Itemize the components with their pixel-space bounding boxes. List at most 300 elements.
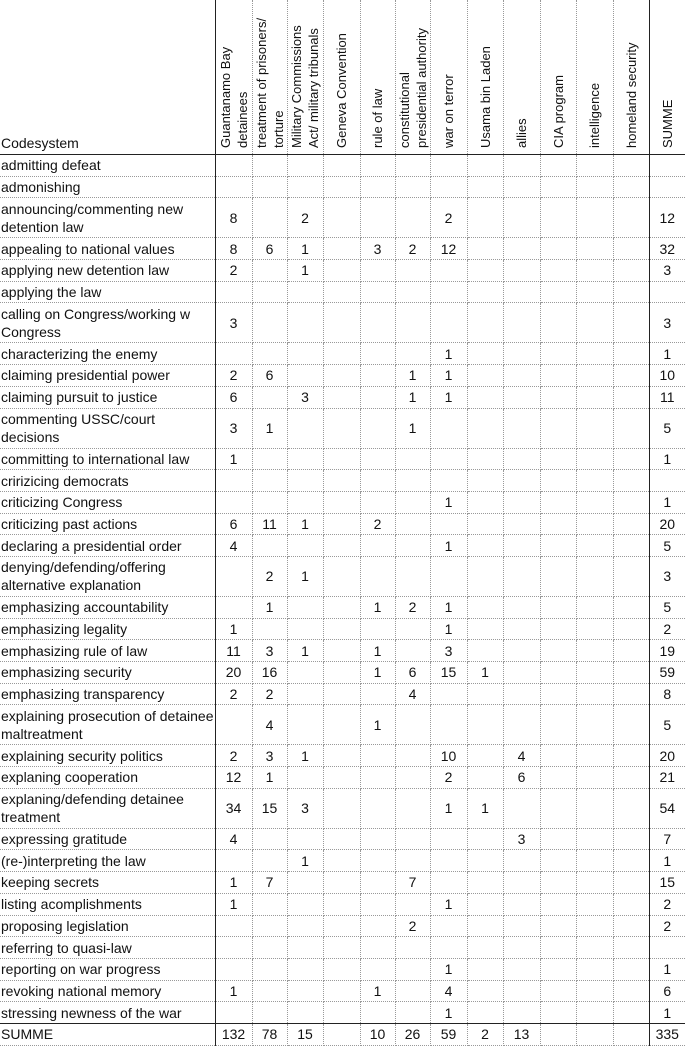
count-cell: 1 [360,596,395,618]
count-cell: 1 [467,662,503,684]
table-row [0,640,685,662]
column-header [323,0,360,155]
table-row [0,281,685,303]
count-cell: 4 [503,745,540,767]
count-cell [613,1023,649,1045]
count-cell [540,303,576,343]
count-cell [576,745,613,767]
count-cell [467,767,503,789]
count-cell [613,281,649,303]
count-cell [323,238,360,260]
count-cell [360,828,395,850]
count-cell [540,745,576,767]
count-cell [503,238,540,260]
count-cell [252,386,287,408]
table-row [0,767,685,789]
count-cell: 1 [287,513,323,535]
count-cell [467,303,503,343]
row-label: emphasizing security [0,662,215,684]
count-cell [430,260,467,282]
count-cell [540,198,576,238]
count-cell: 4 [252,705,287,745]
count-cell [613,872,649,894]
count-cell [467,683,503,705]
count-cell [395,618,430,640]
count-cell [252,470,287,492]
count-cell [576,683,613,705]
count-cell [323,705,360,745]
count-cell [576,767,613,789]
count-cell: 3 [252,745,287,767]
column-header-label: Geneva Convention [334,33,349,148]
count-cell [540,872,576,894]
row-sum-cell: 20 [649,745,685,767]
count-cell [613,893,649,915]
count-cell [467,745,503,767]
count-cell [323,745,360,767]
count-cell: 2 [215,683,252,705]
count-cell [467,260,503,282]
count-cell: 3 [215,408,252,448]
count-cell [395,828,430,850]
row-label: admonishing [0,176,215,198]
table-row [0,303,685,343]
row-sum-cell: 5 [649,408,685,448]
count-cell [467,238,503,260]
row-sum-cell: 1 [649,1002,685,1024]
row-sum-cell: 2 [649,893,685,915]
count-cell: 1 [430,491,467,513]
count-cell [503,850,540,872]
row-sum-cell: 2 [649,915,685,937]
count-cell [287,683,323,705]
column-header-label: intelligence [587,82,602,148]
table-row [0,470,685,492]
row-sum-cell: 11 [649,386,685,408]
count-cell: 1 [430,386,467,408]
column-header [503,0,540,155]
count-cell [287,767,323,789]
count-cell: 2 [287,198,323,238]
column-header-label: treatment of prisoners/ torture [253,17,286,148]
column-header [287,0,323,155]
count-cell [360,788,395,828]
count-cell [252,281,287,303]
count-cell [430,281,467,303]
column-header [215,0,252,155]
count-cell [540,958,576,980]
count-cell [360,176,395,198]
count-cell [540,176,576,198]
table-row [0,408,685,448]
count-cell [360,535,395,557]
count-cell [360,365,395,387]
codesystem-header: Codesystem [0,0,215,155]
count-cell [540,788,576,828]
count-cell [467,850,503,872]
count-cell: 2 [395,596,430,618]
count-cell [360,281,395,303]
count-cell [430,448,467,470]
row-sum-cell: 1 [649,448,685,470]
count-cell: 1 [430,596,467,618]
count-cell [252,937,287,959]
count-cell [360,618,395,640]
count-cell [360,260,395,282]
table-row [0,535,685,557]
count-cell: 1 [360,662,395,684]
column-header-label: rule of law [370,88,385,148]
count-cell [467,640,503,662]
count-cell: 3 [503,828,540,850]
count-cell [252,176,287,198]
count-cell [395,980,430,1002]
row-sum-cell: 1 [649,343,685,365]
count-cell [395,705,430,745]
count-cell [576,788,613,828]
column-header-label: constitutional presidential authority [396,28,429,148]
table-row [0,238,685,260]
count-cell [395,513,430,535]
count-cell [360,491,395,513]
count-cell [323,850,360,872]
count-cell [613,535,649,557]
column-header [467,0,503,155]
count-cell [540,556,576,596]
count-cell [576,155,613,177]
row-sum-cell: 5 [649,596,685,618]
count-cell [287,365,323,387]
row-label: keeping secrets [0,872,215,894]
count-cell: 3 [252,640,287,662]
count-cell [467,448,503,470]
count-cell: 1 [395,408,430,448]
count-cell [215,850,252,872]
count-cell [215,470,252,492]
count-cell [503,513,540,535]
count-cell [613,491,649,513]
count-cell: 15 [287,1023,323,1045]
count-cell: 11 [252,513,287,535]
count-cell [252,303,287,343]
count-cell [287,343,323,365]
count-cell: 1 [287,745,323,767]
count-cell [503,491,540,513]
count-cell [360,745,395,767]
column-header-label: Military Commissions Act/ military tribunals [289,25,321,148]
count-cell [503,937,540,959]
table-row [0,828,685,850]
count-cell [467,980,503,1002]
count-cell [395,470,430,492]
row-sum-cell: 5 [649,705,685,745]
count-cell [287,1002,323,1024]
count-cell [503,683,540,705]
column-header-label: war on terror [441,74,456,148]
count-cell: 2 [395,915,430,937]
count-cell: 8 [215,238,252,260]
count-cell [540,155,576,177]
count-cell [287,281,323,303]
table-row [0,980,685,1002]
count-cell [503,1002,540,1024]
count-cell [287,408,323,448]
count-cell [613,365,649,387]
row-label: revoking national memory [0,980,215,1002]
row-sum-cell [649,470,685,492]
count-cell [323,1002,360,1024]
count-cell [395,198,430,238]
count-cell: 20 [215,662,252,684]
count-cell: 1 [215,980,252,1002]
count-cell: 2 [430,198,467,238]
count-cell [360,958,395,980]
count-cell [540,535,576,557]
count-cell [287,491,323,513]
count-cell [323,915,360,937]
count-cell [467,176,503,198]
table-row [0,618,685,640]
count-cell [287,937,323,959]
row-sum-cell: 32 [649,238,685,260]
row-label: commenting USSC/court decisions [0,408,215,448]
count-cell [215,937,252,959]
count-cell [613,260,649,282]
row-label: denying/defending/offering alternative explanation [0,556,215,596]
count-cell [540,850,576,872]
count-cell [540,937,576,959]
count-cell [576,238,613,260]
count-cell: 1 [215,618,252,640]
count-cell: 2 [215,260,252,282]
count-cell [576,872,613,894]
count-cell [360,850,395,872]
count-cell [252,155,287,177]
row-label: cririzicing democrats [0,470,215,492]
count-cell [287,980,323,1002]
count-cell [395,343,430,365]
count-cell [576,705,613,745]
count-cell [395,1002,430,1024]
count-cell [395,448,430,470]
count-cell [323,767,360,789]
table-row [0,198,685,238]
count-cell: 10 [430,745,467,767]
count-cell [613,788,649,828]
count-cell [395,893,430,915]
count-cell [540,893,576,915]
table-row [0,958,685,980]
count-cell [252,850,287,872]
count-cell [576,303,613,343]
row-label: applying the law [0,281,215,303]
count-cell [576,513,613,535]
count-cell [613,470,649,492]
row-label: committing to international law [0,448,215,470]
count-cell: 1 [360,980,395,1002]
row-sum-cell [649,155,685,177]
column-header [540,0,576,155]
row-label: explaning cooperation [0,767,215,789]
count-cell [540,260,576,282]
count-cell [323,343,360,365]
table-row [0,872,685,894]
count-cell [215,1002,252,1024]
count-cell: 2 [430,767,467,789]
count-cell: 8 [215,198,252,238]
count-cell: 1 [215,448,252,470]
count-cell [503,448,540,470]
count-cell [613,850,649,872]
count-cell: 1 [252,767,287,789]
count-cell [613,596,649,618]
count-cell [323,176,360,198]
count-cell: 1 [430,343,467,365]
count-cell [503,662,540,684]
column-header [613,0,649,155]
count-cell [576,893,613,915]
count-cell [576,958,613,980]
count-cell [395,491,430,513]
count-cell [576,596,613,618]
count-cell [430,828,467,850]
count-cell [503,408,540,448]
count-cell [215,176,252,198]
table-row [0,365,685,387]
count-cell [576,176,613,198]
row-sum-cell: 2 [649,618,685,640]
count-cell [613,1002,649,1024]
count-cell [540,980,576,1002]
count-cell [540,238,576,260]
count-cell [576,618,613,640]
count-cell [503,618,540,640]
count-cell [430,850,467,872]
table-row [0,745,685,767]
row-label: claiming pursuit to justice [0,386,215,408]
count-cell [323,1023,360,1045]
count-cell [613,556,649,596]
count-cell [576,828,613,850]
count-cell [323,260,360,282]
count-cell: 12 [430,238,467,260]
count-cell [252,980,287,1002]
row-label: reporting on war progress [0,958,215,980]
row-label: emphasizing rule of law [0,640,215,662]
count-cell [613,937,649,959]
count-cell [467,386,503,408]
count-cell [395,281,430,303]
count-cell [323,640,360,662]
count-cell [395,745,430,767]
row-sum-cell [649,176,685,198]
count-cell: 1 [287,640,323,662]
count-cell [503,596,540,618]
table-row [0,893,685,915]
count-cell [323,662,360,684]
count-cell: 1 [215,893,252,915]
count-cell [323,980,360,1002]
count-cell [287,705,323,745]
count-cell [430,705,467,745]
count-cell: 6 [215,513,252,535]
count-cell [540,828,576,850]
row-sum-cell [649,937,685,959]
count-cell: 1 [430,618,467,640]
count-cell [252,491,287,513]
total-row [0,1023,685,1045]
count-cell [467,470,503,492]
count-cell [360,386,395,408]
count-cell [576,535,613,557]
count-cell [287,618,323,640]
count-cell: 1 [395,365,430,387]
count-cell [613,618,649,640]
count-cell [323,281,360,303]
count-cell [252,915,287,937]
count-cell [467,491,503,513]
count-cell [540,640,576,662]
count-cell [323,470,360,492]
table-row [0,705,685,745]
count-cell [215,915,252,937]
count-cell [503,155,540,177]
count-cell [360,343,395,365]
count-cell [360,915,395,937]
count-cell [613,828,649,850]
count-cell [613,448,649,470]
row-sum-cell: 12 [649,198,685,238]
count-cell: 2 [215,745,252,767]
row-label: characterizing the enemy [0,343,215,365]
count-cell: 6 [503,767,540,789]
count-cell [287,958,323,980]
count-cell [540,491,576,513]
count-cell [503,303,540,343]
count-cell [323,618,360,640]
count-cell: 1 [430,788,467,828]
count-cell [215,958,252,980]
count-cell: 1 [467,788,503,828]
count-cell [613,155,649,177]
count-cell [540,683,576,705]
count-cell [395,850,430,872]
count-cell [613,303,649,343]
count-cell [323,937,360,959]
count-cell: 1 [287,556,323,596]
count-cell [430,155,467,177]
row-label: proposing legislation [0,915,215,937]
count-cell [395,767,430,789]
table-row [0,937,685,959]
count-cell [215,343,252,365]
count-cell [576,386,613,408]
count-cell [467,343,503,365]
count-cell: 26 [395,1023,430,1045]
count-cell [503,281,540,303]
count-cell [360,893,395,915]
count-cell: 1 [215,872,252,894]
row-label: criticizing Congress [0,491,215,513]
count-cell [287,448,323,470]
row-sum-cell [649,281,685,303]
count-cell [323,448,360,470]
count-cell [540,281,576,303]
count-cell [360,556,395,596]
count-cell [287,596,323,618]
column-header [576,0,613,155]
count-cell [252,1002,287,1024]
